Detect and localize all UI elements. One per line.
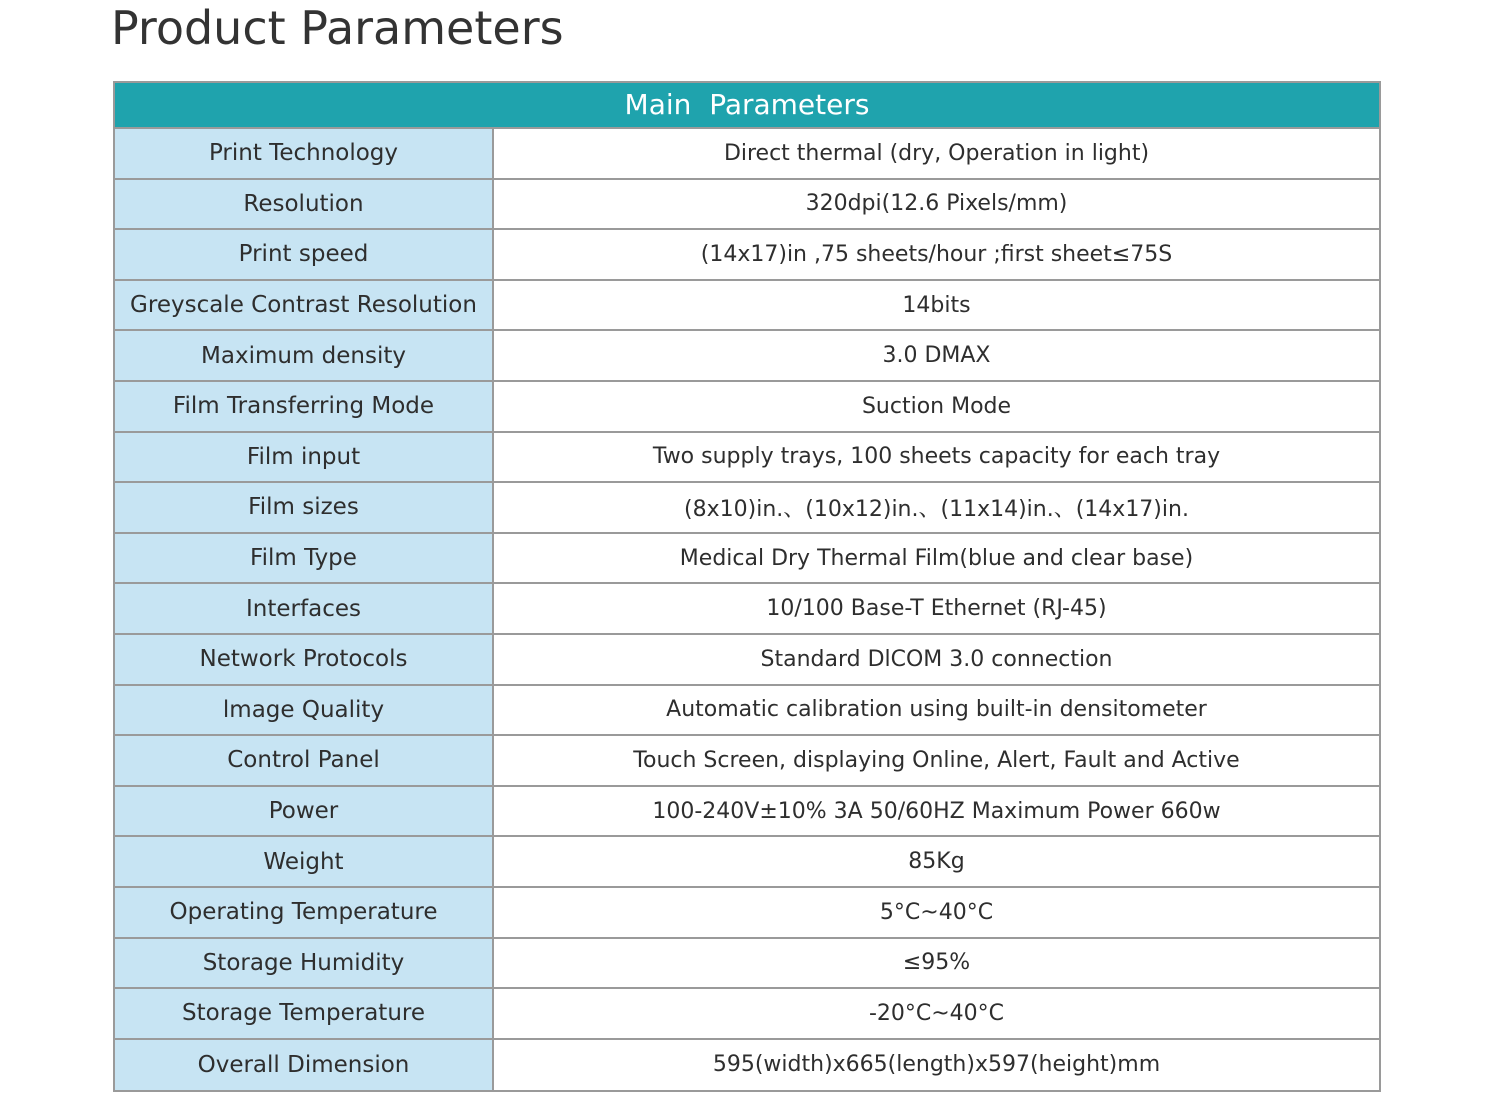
table-row [115,584,1379,635]
table-row [115,736,1379,787]
table-row [115,534,1379,585]
parameter-label: Control Panel [115,736,494,785]
parameter-label: lmage Quality [115,686,494,735]
table-row [115,433,1379,484]
table-row [115,635,1379,686]
parameter-value: 14bits [494,281,1379,330]
parameter-value: 320dpi(12.6 Pixels/mm) [494,180,1379,229]
parameter-label: Power [115,787,494,836]
parameter-label: Film sizes [115,483,494,532]
table-row [115,230,1379,281]
parameter-value: Standard DlCOM 3.0 connection [494,635,1379,684]
parameter-label: Resolution [115,180,494,229]
parameter-value: 10/100 Base-T Ethernet (RJ-45) [494,584,1379,633]
parameter-value: Medical Dry Thermal Film(blue and clear base) [494,534,1379,583]
parameter-label: Print Technology [115,129,494,178]
parameter-value: Two supply trays, 100 sheets capacity for each tray [494,433,1379,482]
parameter-value: (14x17)in ,75 sheets/hour ;first sheet≤75S [494,230,1379,279]
table-row [115,686,1379,737]
page-title: Product Parameters [111,1,564,55]
parameter-label: Overall Dimension [115,1040,494,1091]
table-row [115,1040,1379,1091]
table-row [115,787,1379,838]
parameter-label: Greyscale Contrast Resolution [115,281,494,330]
parameter-value: 100-240V±10% 3A 50/60HZ Maximum Power 660w [494,787,1379,836]
parameter-value: ≤95% [494,939,1379,988]
table-row [115,483,1379,534]
table-row [115,331,1379,382]
parameter-label: Film Transferring Mode [115,382,494,431]
parameter-label: Storage Temperature [115,989,494,1038]
table-header: Main Parameters [115,83,1379,129]
parameter-value: Suction Mode [494,382,1379,431]
parameter-label: Film input [115,433,494,482]
table-row [115,939,1379,990]
parameter-value: 85Kg [494,837,1379,886]
table-row [115,180,1379,231]
table-row [115,989,1379,1040]
parameter-label: Storage Humidity [115,939,494,988]
parameter-label: Interfaces [115,584,494,633]
parameter-value: -20°C~40°C [494,989,1379,1038]
parameter-value: Direct thermal (dry, Operation in light) [494,129,1379,178]
table-row [115,129,1379,180]
parameter-value: 3.0 DMAX [494,331,1379,380]
parameter-value: (8x10)in.、(10x12)in.、(11x14)in.、(14x17)in. [494,483,1379,532]
parameter-value: Automatic calibration using built-in densitometer [494,686,1379,735]
parameter-label: Maximum density [115,331,494,380]
table-row [115,837,1379,888]
parameter-label: Print speed [115,230,494,279]
main-parameters-table [113,81,1381,1092]
parameter-label: Weight [115,837,494,886]
table-row [115,281,1379,332]
table-row [115,382,1379,433]
parameter-label: Operating Temperature [115,888,494,937]
parameter-label: Film Type [115,534,494,583]
table-row [115,888,1379,939]
parameter-value: 5°C~40°C [494,888,1379,937]
parameter-value: Touch Screen, displaying Online, Alert, Fault and Active [494,736,1379,785]
parameter-value: 595(width)x665(length)x597(height)mm [494,1040,1379,1091]
parameter-label: Network Protocols [115,635,494,684]
